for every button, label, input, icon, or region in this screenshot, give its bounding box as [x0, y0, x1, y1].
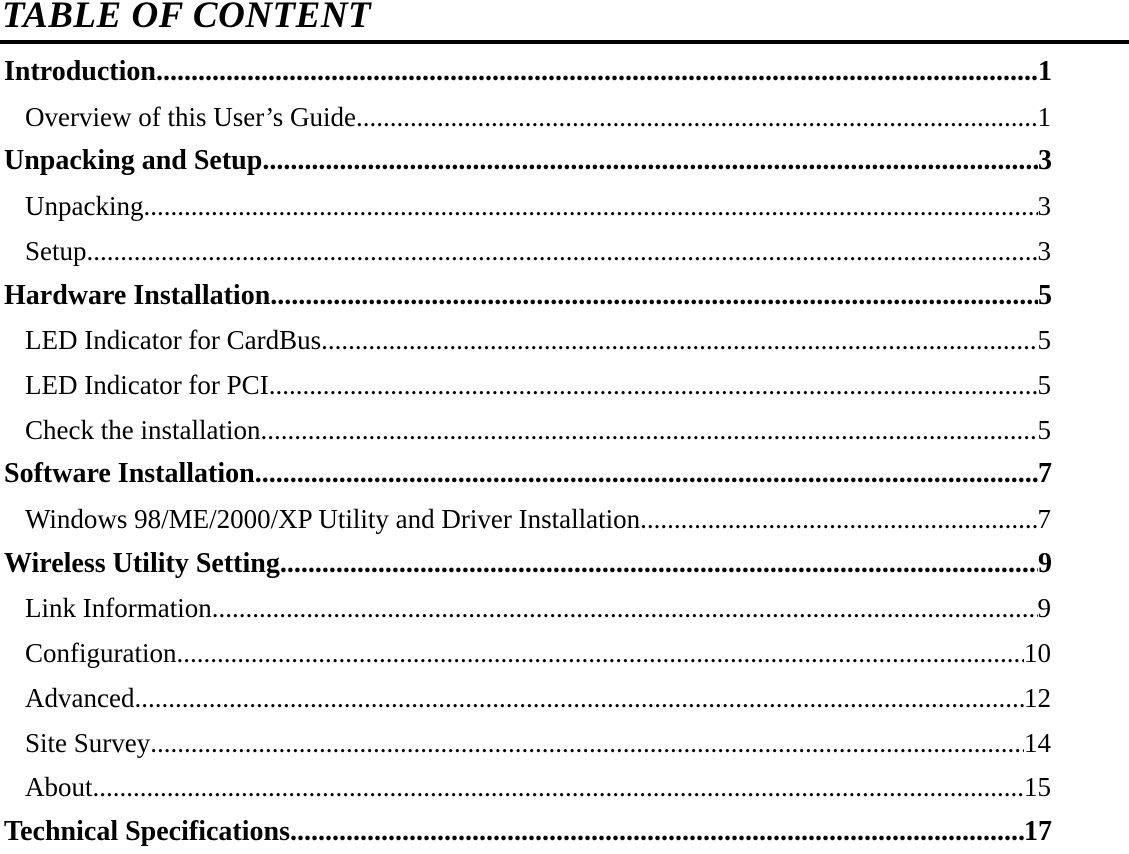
- toc-entry-label: Setup: [25, 236, 87, 266]
- toc-entry-page-number: 7: [1037, 504, 1051, 534]
- toc-subsection-entry[interactable]: [25, 408, 1051, 452]
- toc-entry-page-number: 14: [1024, 728, 1051, 758]
- toc-section-entry[interactable]: [4, 139, 1052, 183]
- dot-leader: [93, 765, 1025, 809]
- toc-entry-label: Introduction: [4, 56, 156, 87]
- dot-leader: [87, 229, 1038, 273]
- toc-entry-page-number: 1: [1037, 102, 1051, 132]
- toc-subsection-entry[interactable]: [25, 676, 1051, 720]
- toc-entry-page-number: 5: [1038, 280, 1052, 311]
- dot-leader: [255, 452, 1038, 496]
- toc-section-entry[interactable]: [4, 542, 1052, 586]
- toc-subsection-entry[interactable]: [25, 363, 1051, 407]
- toc-entry-page-number: 9: [1038, 548, 1052, 579]
- toc-subsection-entry[interactable]: [25, 184, 1051, 228]
- dot-leader: [270, 274, 1038, 318]
- toc-entry-label: About: [25, 772, 93, 802]
- toc-subsection-entry[interactable]: [25, 318, 1051, 362]
- dot-leader: [134, 676, 1024, 720]
- toc-entry-label: Site Survey: [25, 728, 151, 758]
- dot-leader: [262, 139, 1038, 183]
- dot-leader: [156, 50, 1038, 94]
- toc-subsection-entry[interactable]: [25, 631, 1051, 675]
- dot-leader: [212, 586, 1038, 630]
- dot-leader: [640, 497, 1037, 541]
- toc-entry-page-number: 5: [1037, 370, 1051, 400]
- toc-entry-page-number: 3: [1037, 191, 1051, 221]
- toc-entry-page-number: 5: [1037, 415, 1051, 445]
- toc-entry-page-number: 5: [1037, 325, 1051, 355]
- dot-leader: [321, 318, 1037, 362]
- toc-entry-label: Unpacking and Setup: [4, 145, 263, 176]
- toc-entry-label: Software Installation: [4, 458, 255, 489]
- toc-entry-page-number: 3: [1038, 145, 1052, 176]
- dot-leader: [356, 95, 1038, 139]
- toc-entry-page-number: 9: [1037, 593, 1051, 623]
- toc-subsection-entry[interactable]: [25, 497, 1051, 541]
- toc-section-entry[interactable]: [4, 274, 1052, 318]
- toc-section-entry[interactable]: [4, 50, 1052, 94]
- toc-entry-label: Link Information: [25, 593, 212, 623]
- toc-subsection-entry[interactable]: [25, 586, 1051, 630]
- dot-leader: [269, 363, 1038, 407]
- dot-leader: [280, 542, 1038, 586]
- toc-entry-page-number: 7: [1038, 458, 1052, 489]
- toc-entry-page-number: 15: [1024, 772, 1051, 802]
- dot-leader: [290, 810, 1024, 854]
- toc-entry-label: Hardware Installation: [4, 280, 271, 311]
- toc-entry-page-number: 17: [1024, 816, 1052, 847]
- toc-entry-label: Check the installation: [25, 415, 261, 445]
- toc-subsection-entry[interactable]: [25, 229, 1051, 273]
- toc-section-entry[interactable]: [4, 810, 1052, 854]
- toc-subsection-entry[interactable]: [25, 95, 1051, 139]
- toc-subsection-entry[interactable]: [25, 721, 1051, 765]
- dot-leader: [150, 721, 1024, 765]
- toc-entry-page-number: 12: [1024, 683, 1051, 713]
- title-divider: [0, 40, 1129, 44]
- toc-entry-label: Wireless Utility Setting: [4, 548, 280, 579]
- dot-leader: [260, 408, 1037, 452]
- toc-section-entry[interactable]: [4, 452, 1052, 496]
- toc-entry-label: LED Indicator for CardBus: [25, 325, 322, 355]
- toc-entry-page-number: 1: [1038, 56, 1052, 87]
- toc-entry-label: Unpacking: [25, 191, 144, 221]
- toc-subsection-entry[interactable]: [25, 765, 1051, 809]
- toc-entry-label: LED Indicator for PCI: [25, 370, 269, 400]
- toc-entry-label: Advanced: [25, 683, 135, 713]
- toc-entry-label: Configuration: [25, 638, 177, 668]
- toc-entry-label: Windows 98/ME/2000/XP Utility and Driver Installation: [25, 504, 641, 534]
- toc-entry-label: Technical Specifications: [4, 816, 290, 847]
- page-title: TABLE OF CONTENT: [2, 0, 372, 36]
- toc-entry-page-number: 10: [1024, 638, 1051, 668]
- toc-entry-page-number: 3: [1037, 236, 1051, 266]
- toc-entry-label: Overview of this User’s Guide: [25, 102, 356, 132]
- dot-leader: [176, 631, 1024, 675]
- dot-leader: [143, 184, 1037, 228]
